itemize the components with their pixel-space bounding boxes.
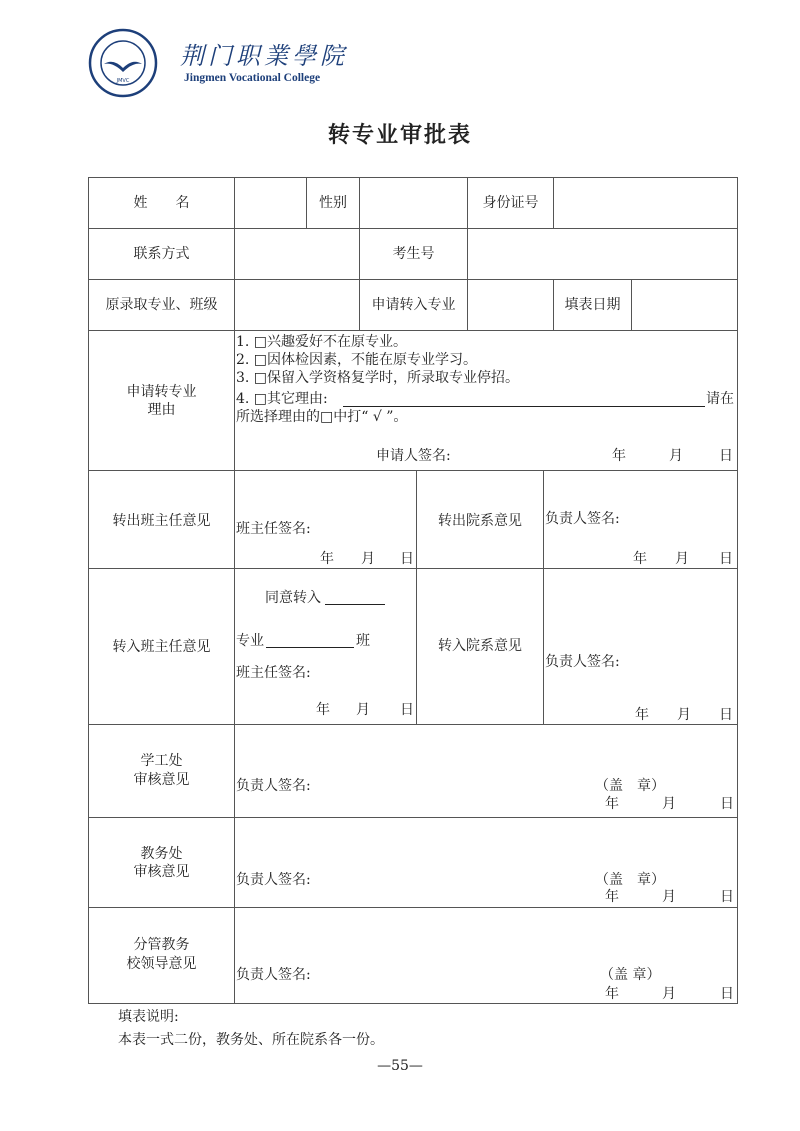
date-month: 月 (356, 702, 370, 718)
school-seal-icon (88, 28, 158, 98)
out-dept-label: 转出院系意见 (438, 513, 522, 529)
in-dept-label: 转入院系意见 (438, 638, 522, 654)
school-logo (88, 28, 348, 98)
date-day: 日 (720, 986, 734, 1002)
date-month: 月 (361, 551, 375, 567)
class-label: 班 (356, 633, 370, 649)
reason-label-line1: 申请转专业 (126, 384, 197, 400)
student-affairs-label-line1: 学工处 (140, 753, 183, 769)
name-field[interactable] (236, 180, 305, 227)
apply-major-label: 申请转入专业 (371, 297, 456, 313)
date-day: 日 (719, 448, 733, 464)
reason-option-2[interactable]: 2. □因体检因素，不能在原专业学习。 (236, 352, 478, 368)
date-month: 月 (662, 796, 676, 812)
date-year: 年 (633, 551, 647, 567)
original-major-field[interactable] (236, 282, 358, 329)
seal-label: （盖 章） (595, 778, 665, 794)
date-year: 年 (605, 889, 619, 905)
date-month: 月 (669, 448, 683, 464)
leader-label-line1: 分管教务 (133, 937, 190, 953)
date-day: 日 (719, 551, 733, 567)
contact-field[interactable] (236, 231, 358, 278)
gender-field[interactable] (361, 180, 466, 227)
form-title: 转专业审批表 (327, 123, 472, 148)
exam-number-field[interactable] (469, 231, 736, 278)
seal-label: （盖 章） (600, 967, 661, 983)
date-year: 年 (605, 986, 619, 1002)
seal-label: （盖 章） (595, 872, 665, 888)
reason-option-4[interactable]: 4. □其它理由: (236, 391, 328, 407)
original-major-label: 原录取专业、班级 (105, 297, 218, 313)
date-month: 月 (662, 986, 676, 1002)
instruction-tail: 请在 (706, 391, 734, 407)
exam-number-label: 考生号 (392, 246, 435, 262)
apply-major-field[interactable] (469, 282, 552, 329)
date-year: 年 (635, 707, 649, 723)
in-dept-signature-label[interactable]: 负责人签名: (545, 654, 620, 670)
agree-transfer-input-line[interactable] (325, 604, 385, 605)
notes-text: 本表一式二份，教务处、所在院系各一份。 (118, 1032, 384, 1048)
leader-label-line2: 校领导意见 (126, 956, 197, 972)
academic-affairs-label-line1: 教务处 (140, 846, 183, 862)
date-day: 日 (720, 796, 734, 812)
notes-heading: 填表说明: (118, 1009, 179, 1025)
reason-label-line2: 理由 (147, 402, 176, 418)
date-day: 日 (720, 889, 734, 905)
student-affairs-signature-label[interactable]: 负责人签名: (236, 778, 311, 794)
school-name-cn: 荆门职業學院 (180, 42, 348, 70)
date-year: 年 (605, 796, 619, 812)
fill-date-field[interactable] (633, 282, 736, 329)
date-month: 月 (662, 889, 676, 905)
svg-text:JMVC: JMVC (116, 78, 130, 84)
leader-signature-label[interactable]: 负责人签名: (236, 967, 311, 983)
academic-affairs-signature-label[interactable]: 负责人签名: (236, 872, 311, 888)
out-teacher-label: 转出班主任意见 (112, 513, 211, 529)
applicant-signature-label: 申请人签名: (376, 448, 451, 464)
out-dept-signature-label[interactable]: 负责人签名: (545, 511, 620, 527)
name-label: 姓 名 (133, 195, 190, 211)
id-number-label: 身份证号 (482, 195, 539, 211)
date-year: 年 (316, 702, 330, 718)
agree-transfer-label: 同意转入 (265, 590, 321, 606)
reason-option-3[interactable]: 3. □保留入学资格复学时，所录取专业停招。 (236, 370, 520, 386)
out-teacher-signature-label[interactable]: 班主任签名: (236, 521, 311, 537)
date-day: 日 (400, 551, 414, 567)
major-input-line[interactable] (266, 647, 354, 648)
academic-affairs-label-line2: 审核意见 (133, 864, 190, 880)
date-month: 月 (675, 551, 689, 567)
contact-label: 联系方式 (133, 246, 190, 262)
date-month: 月 (677, 707, 691, 723)
fill-date-label: 填表日期 (564, 297, 621, 313)
date-year: 年 (320, 551, 334, 567)
reason-option-1[interactable]: 1. □兴趣爱好不在原专业。 (236, 334, 408, 350)
in-teacher-signature-label[interactable]: 班主任签名: (236, 665, 311, 681)
date-day: 日 (400, 702, 414, 718)
date-day: 日 (719, 707, 733, 723)
page-number: —55— (377, 1058, 423, 1074)
in-teacher-label: 转入班主任意见 (112, 639, 211, 655)
major-label: 专业 (236, 633, 264, 649)
id-number-field[interactable] (555, 180, 736, 227)
other-reason-input-line[interactable] (343, 406, 705, 407)
date-year: 年 (612, 448, 626, 464)
student-affairs-label-line2: 审核意见 (133, 772, 190, 788)
school-name-en: Jingmen Vocational College (184, 72, 321, 84)
gender-label: 性别 (319, 195, 347, 211)
instruction-text: 所选择理由的□中打“ √ ”。 (236, 409, 408, 425)
